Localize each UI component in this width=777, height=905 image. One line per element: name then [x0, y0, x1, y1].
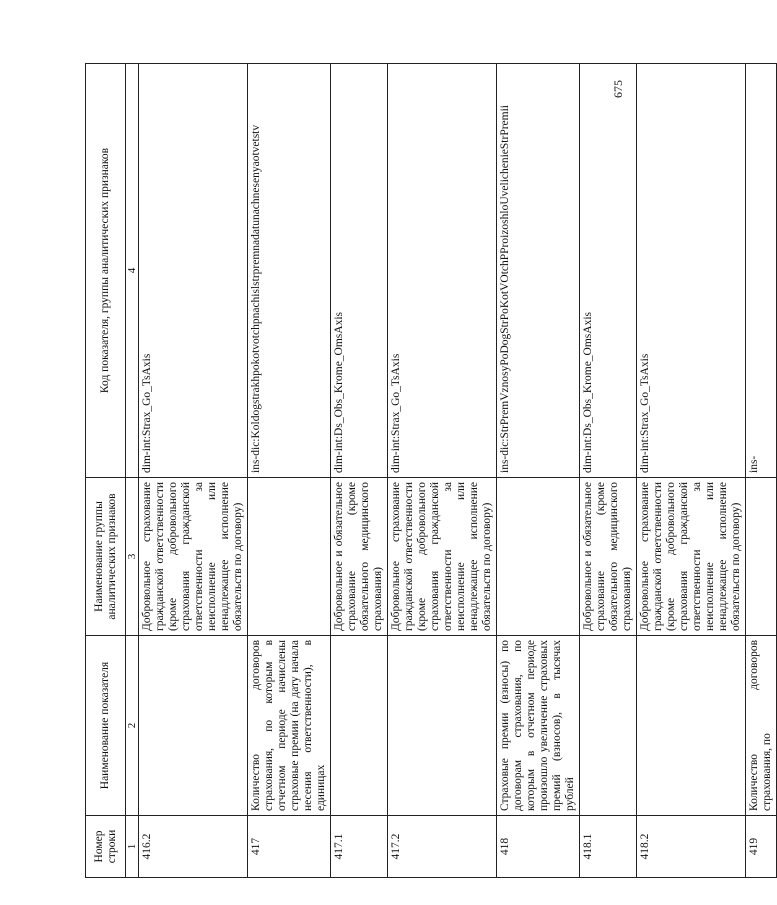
indicator-code: dim-int:Ds_Obs_Krome_OmsAxis — [331, 64, 388, 478]
row-number: 418 — [497, 816, 580, 878]
header-group-name: Наименование группы аналитических признаков — [86, 478, 126, 636]
row-number: 419 — [746, 816, 777, 878]
column-number: 3 — [126, 478, 139, 636]
table-row — [746, 64, 777, 878]
indicator-code: ins-dic:StrPremVznosyPoDogStrPoKotVOtchPProizoshloUvelichenieStrPremii — [497, 64, 580, 478]
indicator-name: Количество договоров страхования, по которым в отчетном периоде начислены страховые премии (на дату начала несения ответственности), в единицах — [248, 636, 331, 816]
header-code: Код показателя, группы аналитических признаков — [86, 64, 126, 478]
row-number: 417 — [248, 816, 331, 878]
row-number: 416.2 — [139, 816, 248, 878]
column-number: 2 — [126, 636, 139, 816]
table-row — [637, 64, 746, 878]
group-name: Добровольное страхование гражданской ответственности (кроме добровольного страхования гражданской ответственности за неисполнение или ненадлежащее исполнение обязательств по договору) — [139, 478, 248, 636]
indicator-code: dim-int:Strax_Go_TsAxis — [139, 64, 248, 478]
row-number: 418.1 — [580, 816, 637, 878]
indicator-name — [331, 636, 388, 816]
table-row — [388, 64, 497, 878]
table-row — [580, 64, 637, 878]
column-number-row — [126, 64, 139, 878]
group-name — [248, 478, 331, 636]
group-name: Добровольное страхование гражданской ответственности (кроме добровольного страхования гражданской ответственности за неисполнение или ненадлежащее исполнение обязательств по договору) — [637, 478, 746, 636]
indicator-name — [388, 636, 497, 816]
group-name: Добровольное страхование гражданской ответственности (кроме добровольного страхования гражданской ответственности за неисполнение или ненадлежащее исполнение обязательств по договору) — [388, 478, 497, 636]
indicator-code: ins-dic:Koldogstrakhpokotvotchpnachislstrpremnadatunachnesenyaotvetstv — [248, 64, 331, 478]
indicator-code: dim-int:Strax_Go_TsAxis — [637, 64, 746, 478]
indicator-code: dim-int:Strax_Go_TsAxis — [388, 64, 497, 478]
indicator-code: ins- — [746, 64, 777, 478]
header-indicator-name: Наименование показателя — [86, 636, 126, 816]
indicator-name — [139, 636, 248, 816]
table-row — [248, 64, 331, 878]
column-number: 4 — [126, 64, 139, 478]
indicator-name: Количество договоров страхования, по — [746, 636, 777, 816]
table-row — [331, 64, 388, 878]
row-number: 417.2 — [388, 816, 497, 878]
indicator-name: Страховые премии (взносы) по договорам страхования, по которым в отчетном периоде произошло увеличение страховых премий (взносов), в тысячах рублей — [497, 636, 580, 816]
row-number: 417.1 — [331, 816, 388, 878]
indicator-name — [637, 636, 746, 816]
table-row — [497, 64, 580, 878]
group-name: Добровольное и обязательное страхование (кроме обязательного медицинского страхования) — [331, 478, 388, 636]
header-row-number: Номер строки — [86, 816, 126, 878]
page-number: 675 — [611, 80, 625, 98]
column-number: 1 — [126, 816, 139, 878]
indicator-code: dim-int:Ds_Obs_Krome_OmsAxis — [580, 64, 637, 478]
table-row — [139, 64, 248, 878]
group-name: Добровольное и обязательное страхование (кроме обязательного медицинского страхования) — [580, 478, 637, 636]
indicator-table — [85, 63, 777, 878]
group-name — [746, 478, 777, 636]
group-name — [497, 478, 580, 636]
row-number: 418.2 — [637, 816, 746, 878]
indicator-name — [580, 636, 637, 816]
table-header-row — [86, 64, 126, 878]
